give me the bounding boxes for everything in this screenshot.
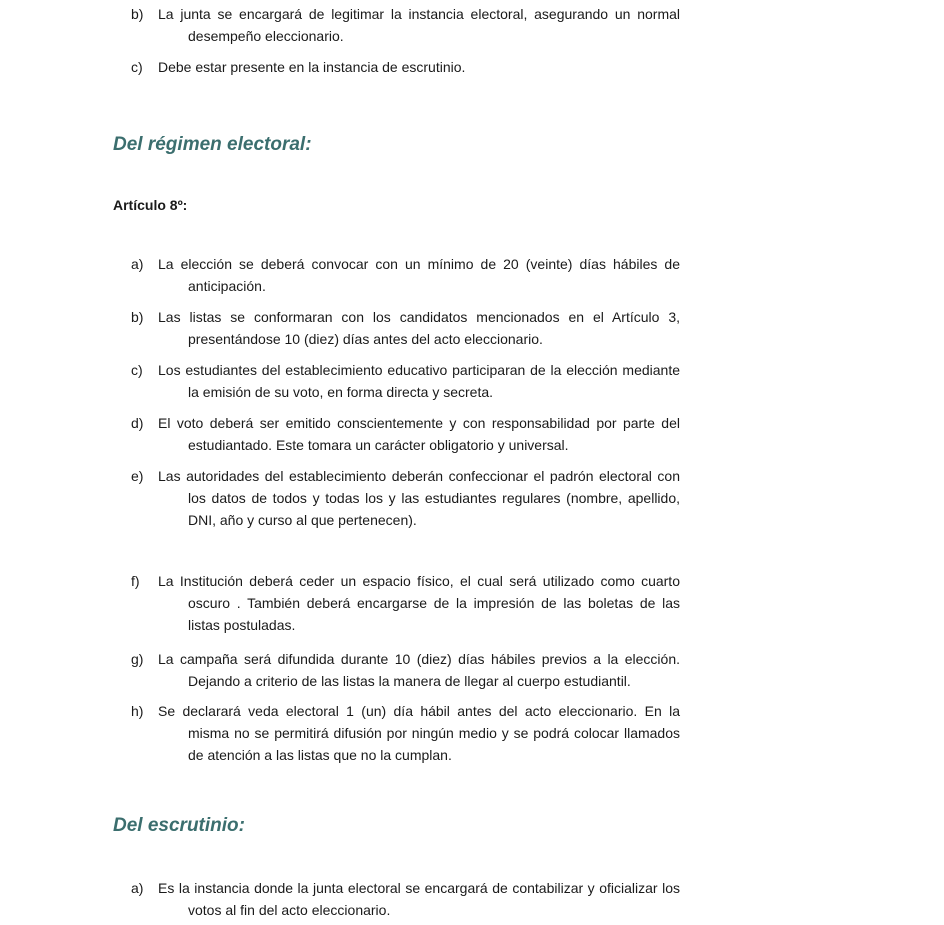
- list-marker: h): [131, 703, 144, 719]
- list-text: La Institución deberá ceder un espacio físico, el cual será utilizado como cuarto oscuro . También deberá encargarse de la impresión de las boletas de las listas postuladas.: [158, 573, 680, 633]
- list-marker: f): [131, 573, 140, 589]
- list-item: [131, 359, 680, 403]
- list-item: [131, 648, 680, 692]
- list-marker: d): [131, 415, 144, 431]
- list-marker: b): [131, 6, 144, 22]
- list-item: [131, 306, 680, 350]
- list-item: [131, 700, 680, 766]
- list-text: La junta se encargará de legitimar la instancia electoral, asegurando un normal desempeño eleccionario.: [158, 6, 680, 44]
- list-item: [131, 56, 680, 78]
- list-item: [131, 412, 680, 456]
- list-text: La campaña será difundida durante 10 (diez) días hábiles previos a la elección. Dejando a criterio de las listas la manera de llegar al cuerpo estudiantil.: [158, 651, 680, 689]
- list-marker: c): [131, 59, 143, 75]
- section-title-regimen: Del régimen electoral:: [113, 134, 312, 155]
- list-text: Debe estar presente en la instancia de escrutinio.: [158, 59, 466, 75]
- section-title-escrutinio: Del escrutinio:: [113, 815, 245, 836]
- list-text: La elección se deberá convocar con un mínimo de 20 (veinte) días hábiles de anticipación.: [158, 256, 680, 294]
- list-text: Las listas se conformaran con los candidatos mencionados en el Artículo 3, presentándose 10 (diez) días antes del acto eleccionario.: [158, 309, 680, 347]
- list-text: Se declarará veda electoral 1 (un) día hábil antes del acto eleccionario. En la misma no se permitirá difusión por ningún medio y se podrá colocar llamados de atención a las listas que no la cumplan.: [158, 703, 680, 763]
- list-marker: a): [131, 880, 144, 896]
- list-marker: a): [131, 256, 144, 272]
- list-text: Las autoridades del establecimiento deberán confeccionar el padrón electoral con los datos de todos y todas los y las estudiantes regulares (nombre, apellido, DNI, año y curso al que pertenecen).: [158, 468, 680, 528]
- list-marker: g): [131, 651, 144, 667]
- list-item: [131, 877, 680, 921]
- list-item: [131, 3, 680, 47]
- article-heading: Artículo 8º:: [113, 197, 188, 213]
- list-item: [131, 253, 680, 297]
- list-marker: b): [131, 309, 144, 325]
- list-marker: e): [131, 468, 144, 484]
- list-item: [131, 465, 680, 531]
- list-text: Los estudiantes del establecimiento educativo participaran de la elección mediante la emisión de su voto, en forma directa y secreta.: [158, 362, 680, 400]
- list-item: [131, 570, 680, 636]
- list-text: El voto deberá ser emitido conscientemente y con responsabilidad por parte del estudiantado. Este tomara un carácter obligatorio y universal.: [158, 415, 680, 453]
- list-marker: c): [131, 362, 143, 378]
- list-text: Es la instancia donde la junta electoral se encargará de contabilizar y oficializar los votos al fin del acto eleccionario.: [158, 880, 680, 918]
